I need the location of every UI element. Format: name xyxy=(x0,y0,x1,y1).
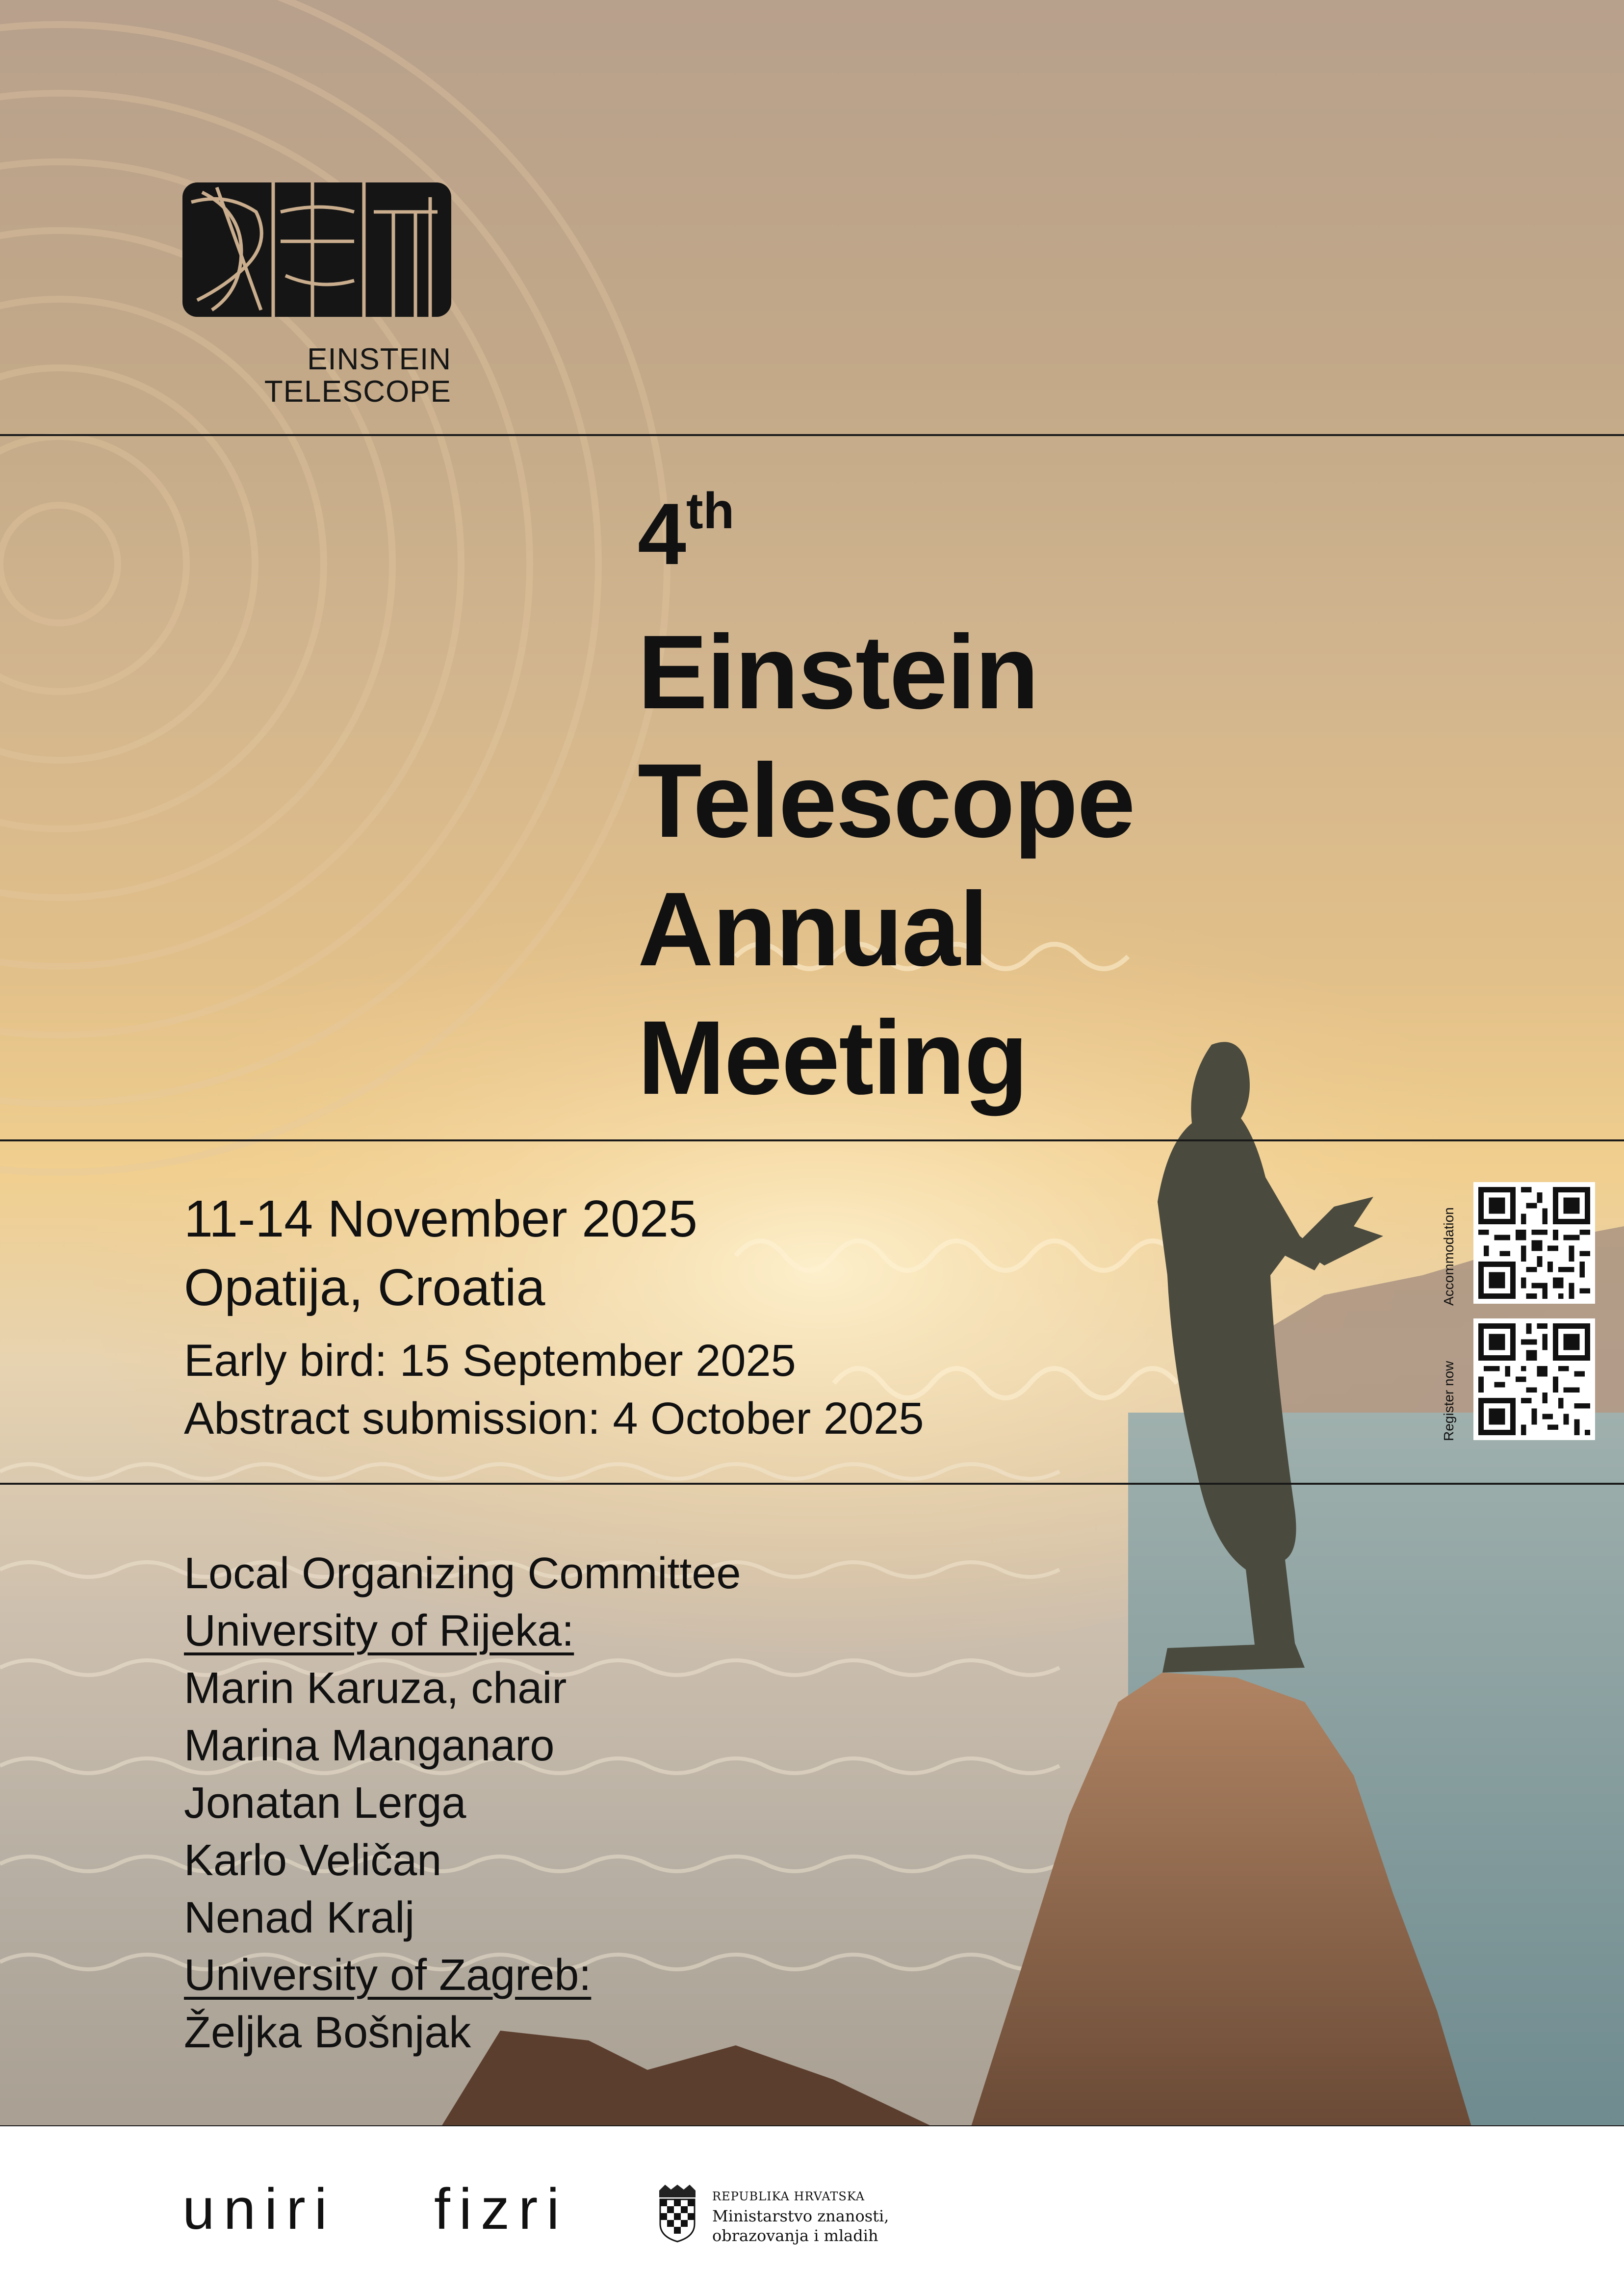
event-details xyxy=(184,1185,924,1447)
committee-member: Marin Karuza, chair xyxy=(184,1664,567,1713)
committee-member: Marina Manganaro xyxy=(184,1721,555,1770)
uniri-logo: uniri xyxy=(182,2177,336,2242)
event-title xyxy=(638,608,1134,1122)
institution-zagreb: University of Zagreb: xyxy=(184,1951,592,2000)
qr-code-accommodation-icon[interactable] xyxy=(1473,1182,1595,1304)
ordinal-number: 4 xyxy=(638,485,686,583)
title-line: Einstein xyxy=(638,614,1038,731)
title-line: Meeting xyxy=(638,999,1028,1116)
organizing-committee xyxy=(184,1545,741,2062)
qr-label-accommodation: Accommodation xyxy=(1441,1207,1456,1306)
early-bird-deadline: Early bird: 15 September 2025 xyxy=(184,1336,796,1386)
title-line: Annual xyxy=(638,871,988,988)
committee-member: Željka Bošnjak xyxy=(184,2008,471,2057)
committee-member: Jonatan Lerga xyxy=(184,1779,466,1828)
einstein-telescope-logo-icon xyxy=(182,182,451,317)
divider-lower xyxy=(0,1483,1624,1485)
croatian-coat-of-arms-icon xyxy=(657,2184,697,2243)
logo-line2: TELESCOPE xyxy=(264,375,451,409)
event-dates: 11-14 November 2025 xyxy=(184,1190,697,1248)
qr-code-register-icon[interactable] xyxy=(1473,1318,1595,1440)
logo-wordmark xyxy=(182,343,451,408)
ministry-text xyxy=(712,2187,889,2245)
event-location: Opatija, Croatia xyxy=(184,1259,545,1316)
title-line: Telescope xyxy=(638,742,1134,859)
institution-rijeka: University of Rijeka: xyxy=(184,1606,574,1655)
divider-top xyxy=(0,434,1624,436)
ministry-line3: obrazovanja i mladih xyxy=(712,2226,878,2245)
committee-member: Karlo Veličan xyxy=(184,1836,442,1885)
ministry-line2: Ministarstvo znanosti, xyxy=(712,2207,889,2225)
ordinal-suffix: th xyxy=(686,483,735,540)
committee-heading: Local Organizing Committee xyxy=(184,1549,741,1598)
logo-line1: EINSTEIN xyxy=(307,342,451,376)
fizri-logo: fizri xyxy=(434,2177,568,2242)
edition-number xyxy=(638,483,735,583)
committee-member: Nenad Kralj xyxy=(184,1893,415,1942)
ministry-line1: REPUBLIKA HRVATSKA xyxy=(712,2190,865,2203)
qr-label-register: Register now xyxy=(1441,1361,1456,1441)
abstract-deadline: Abstract submission: 4 October 2025 xyxy=(184,1393,924,1444)
divider-middle xyxy=(0,1139,1624,1141)
